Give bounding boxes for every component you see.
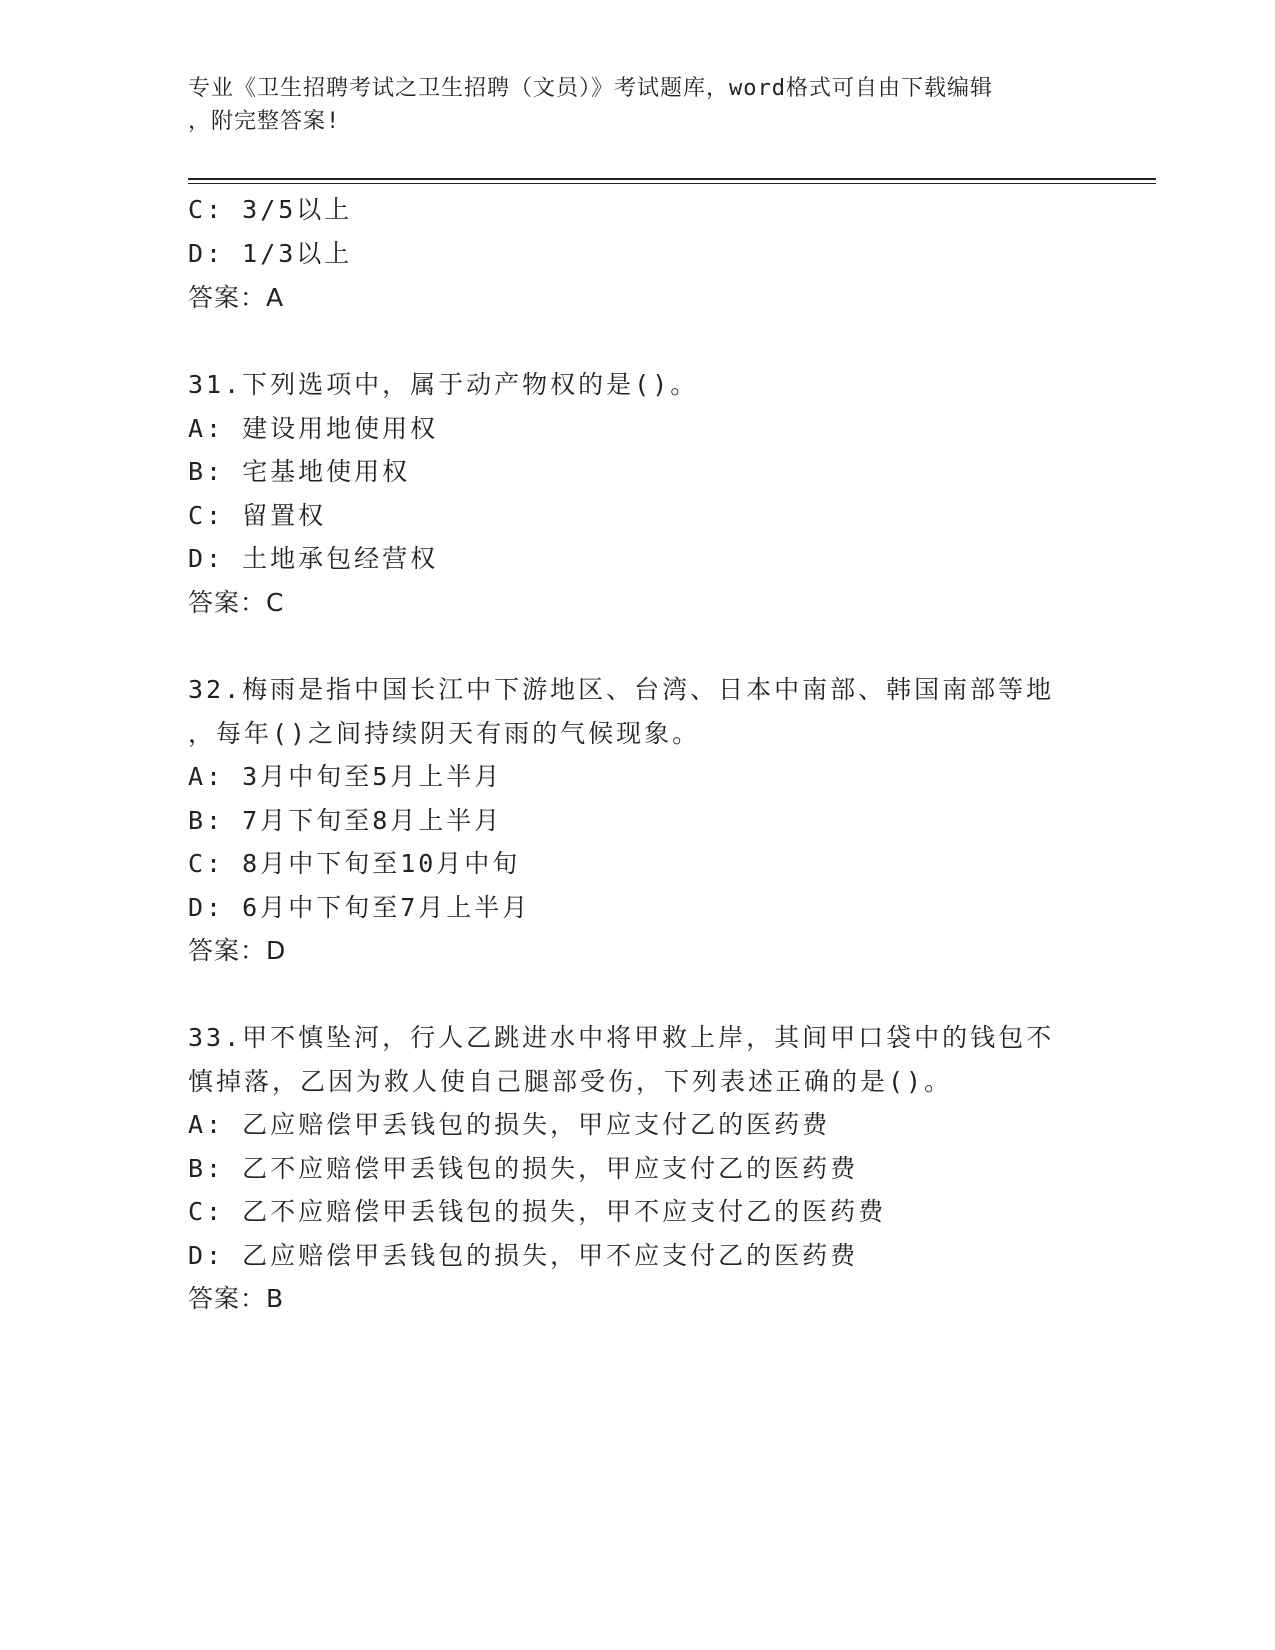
question-31-stem: 31.下列选项中，属于动产物权的是()。 (188, 370, 699, 399)
question-33-stem-line-1: 33.甲不慎坠河，行人乙跳进水中将甲救上岸，其间甲口袋中的钱包不 (188, 1023, 1055, 1052)
question-31-option-a: A: 建设用地使用权 (188, 414, 439, 443)
prev-option-d: D: 1/3以上 (188, 239, 353, 268)
question-33-answer: 答案：B (188, 1284, 285, 1313)
page-header (188, 72, 1088, 138)
question-31-option-c: C: 留置权 (188, 501, 327, 530)
header-divider (188, 178, 1156, 184)
question-31-option-b: B: 宅基地使用权 (188, 457, 411, 486)
prev-option-c: C: 3/5以上 (188, 195, 353, 224)
question-33-option-c: C: 乙不应赔偿甲丢钱包的损失，甲不应支付乙的医药费 (188, 1197, 887, 1226)
question-32-option-c: C: 8月中下旬至10月中旬 (188, 849, 521, 878)
question-32-option-a: A: 3月中旬至5月上半月 (188, 762, 503, 791)
question-31-option-d: D: 土地承包经营权 (188, 544, 439, 573)
question-33-option-a: A: 乙应赔偿甲丢钱包的损失，甲应支付乙的医药费 (188, 1110, 831, 1139)
question-32-option-b: B: 7月下旬至8月上半月 (188, 806, 503, 835)
header-title-line-2: ，附完整答案! (188, 109, 341, 134)
question-33-option-d: D: 乙应赔偿甲丢钱包的损失，甲不应支付乙的医药费 (188, 1241, 859, 1270)
question-32-stem-line-1: 32.梅雨是指中国长江中下游地区、台湾、日本中南部、韩国南部等地 (188, 675, 1055, 704)
question-32-stem-line-2: ，每年()之间持续阴天有雨的气候现象。 (188, 719, 701, 748)
question-32-option-d: D: 6月中下旬至7月上半月 (188, 893, 531, 922)
question-33-option-b: B: 乙不应赔偿甲丢钱包的损失，甲应支付乙的医药费 (188, 1154, 859, 1183)
question-31-answer: 答案：C (188, 588, 285, 617)
question-32-answer: 答案：D (188, 936, 287, 965)
prev-answer: 答案：A (188, 283, 285, 312)
question-33-stem-line-2: 慎掉落，乙因为救人使自己腿部受伤，下列表述正确的是()。 (188, 1067, 953, 1096)
header-title-line-1: 专业《卫生招聘考试之卫生招聘（文员）》考试题库，word格式可自由下载编辑 (188, 76, 993, 101)
